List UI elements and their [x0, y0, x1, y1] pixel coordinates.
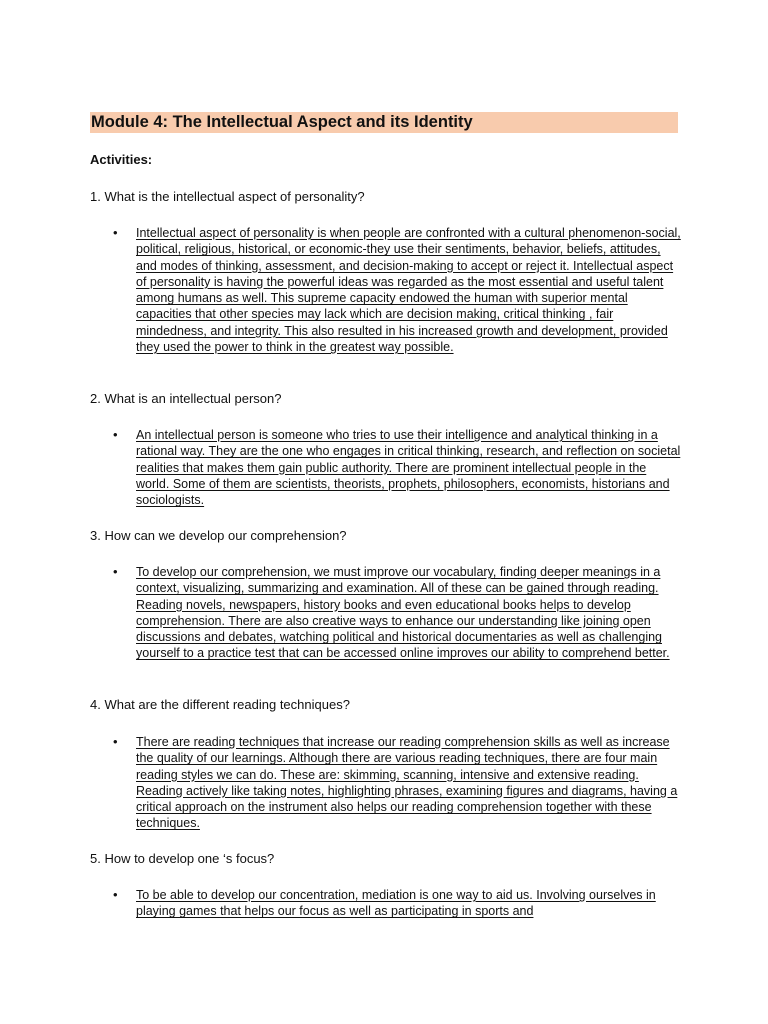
answer-1 [113, 225, 683, 355]
answer-4 [113, 734, 683, 832]
answer-1-text: Intellectual aspect of personality is when people are confronted with a cultural phenomenon-social, political, religious, historical, or economic-they use their sentiments, behavior, beliefs, attitudes, and modes of thinking, assessment, and decision-making to accept or reject it. Intellectual aspect of personality is having the powerful ideas was regarded as the most essential and useful talent among humans as well. This supreme capacity endowed the human with superior mental capacities that other species may lack which are decision making, critical thinking , fair mindedness, and integrity. This also resulted in his increased growth and development, provided they used the power to think in the greatest way possible. [136, 226, 681, 355]
question-1: 1. What is the intellectual aspect of personality? [90, 189, 365, 204]
bullet-icon: • [113, 887, 118, 902]
bullet-icon: • [113, 734, 118, 749]
answer-2-text: An intellectual person is someone who tries to use their intelligence and analytical thinking in a rational way. They are the one who engages in critical thinking, research, and reflection on societal realities that makes them gain public authority. There are prominent intellectual people in the world. Some of them are scientists, theorists, prophets, philosophers, economists, historians and sociologists. [136, 428, 681, 508]
answer-5-text: To be able to develop our concentration, mediation is one way to aid us. Involving ourselves in playing games that helps our focus as well as participating in sports and [136, 888, 656, 919]
bullet-icon: • [113, 225, 118, 240]
answer-3-text: To develop our comprehension, we must improve our vocabulary, finding deeper meanings in a context, visualizing, summarizing and examination. All of these can be gained through reading. Reading novels, newspapers, history books and even educational books helps to develop comprehension. There are also creative ways to enhance our understanding like joining open discussions and debates, watching political and historical documentaries as well as challenging yourself to a practice test that can be accessed online improves our ability to comprehend better. [136, 565, 670, 661]
question-5: 5. How to develop one ‘s focus? [90, 851, 275, 866]
answer-4-text: There are reading techniques that increase our reading comprehension skills as well as increase the quality of our learnings. Although there are various reading techniques, there are four main reading styles we can do. These are: skimming, scanning, intensive and extensive reading. Reading actively like taking notes, highlighting phrases, examining figures and diagrams, having a critical approach on the instrument also helps our reading comprehension together with these techniques. [136, 735, 678, 831]
answer-2 [113, 427, 683, 508]
answer-3 [113, 564, 683, 662]
question-3: 3. How can we develop our comprehension? [90, 528, 347, 543]
activities-heading: Activities: [90, 152, 153, 167]
bullet-icon: • [113, 564, 118, 579]
question-4: 4. What are the different reading techniques? [90, 697, 350, 712]
question-2: 2. What is an intellectual person? [90, 391, 282, 406]
bullet-icon: • [113, 427, 118, 442]
module-title: Module 4: The Intellectual Aspect and its Identity [90, 112, 678, 133]
answer-5 [113, 887, 683, 920]
